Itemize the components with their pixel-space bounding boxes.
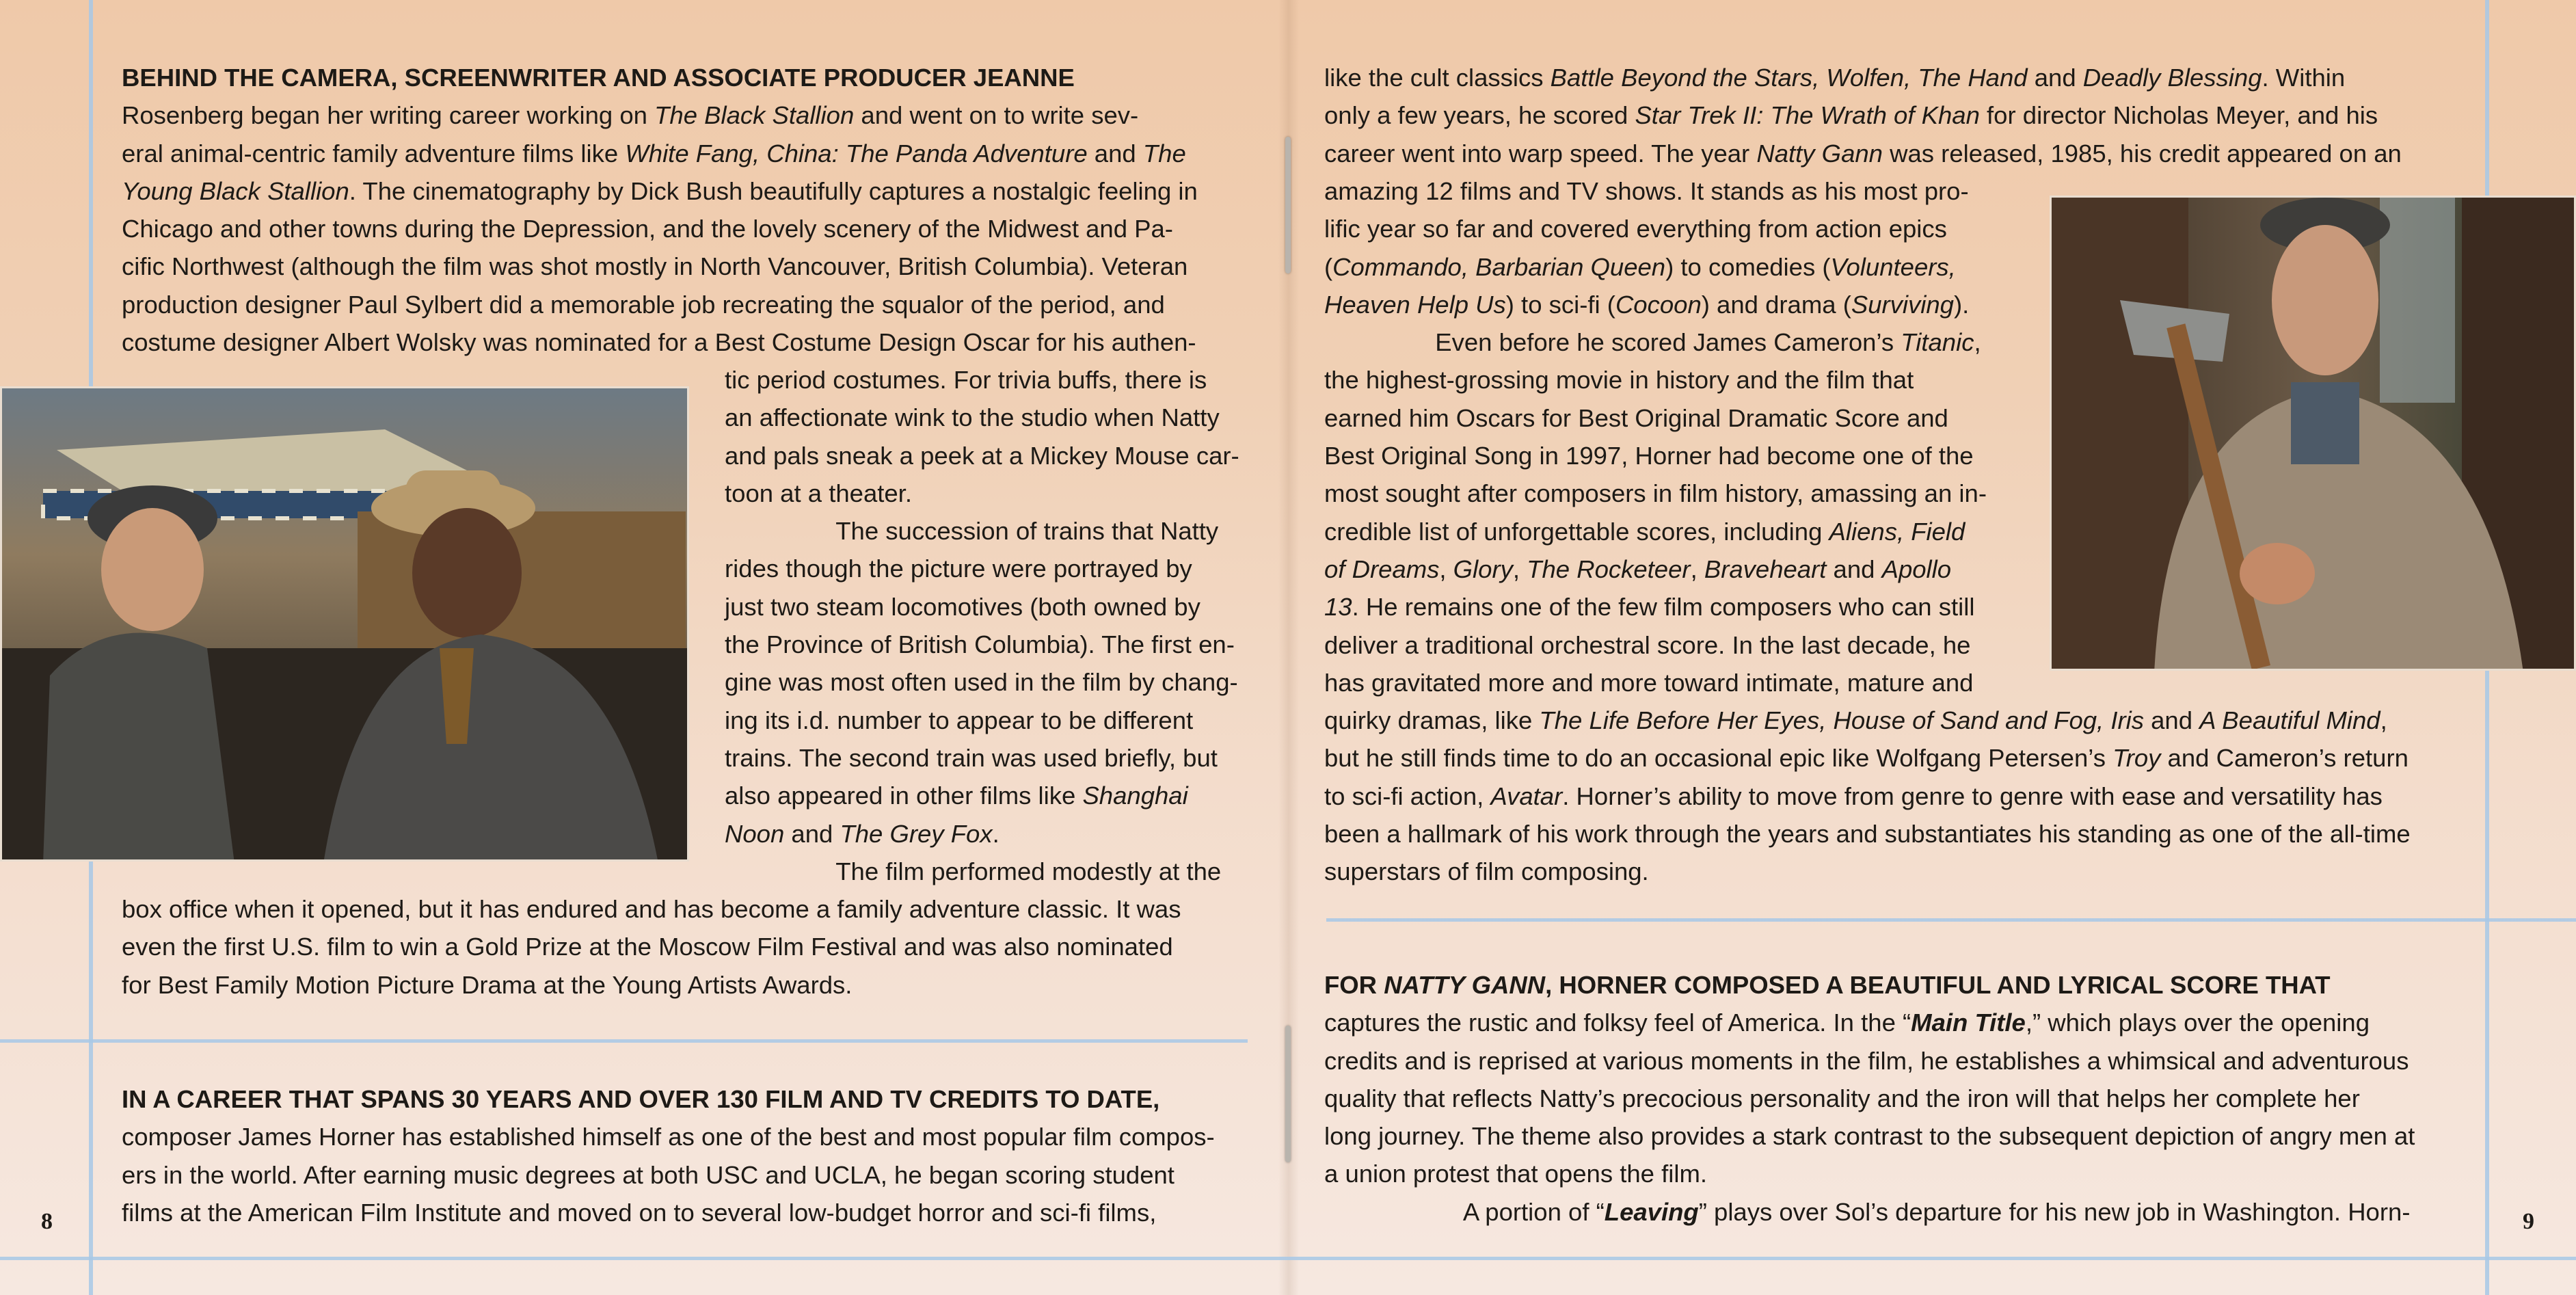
text-line: captures the rustic and folksy feel of America. In the “Main Title,” which plays over the opening [1324,1009,2370,1037]
left-section-1-heading: BEHIND THE CAMERA, SCREENWRITER AND ASSOCIATE PRODUCER JEANNE [122,64,1075,92]
right-section-2-body [1324,1004,2462,1231]
right-section-2-heading: FOR NATTY GANN, HORNER COMPOSED A BEAUTIFUL AND LYRICAL SCORE THAT [1324,971,2331,999]
text-line: 13. He remains one of the few film composers who can still [1324,593,1975,622]
text-line: also appeared in other films like Shanghai [725,782,1188,810]
text-line: A portion of “Leaving” plays over Sol’s departure for his new job in Washington. Horn- [1324,1197,2411,1226]
text-line: a union protest that opens the film. [1324,1160,1708,1188]
text-line: quirky dramas, like The Life Before Her Eyes, House of Sand and Fog, Iris and A Beautiful Mind, [1324,706,2387,734]
text-line: Noon and The Grey Fox. [725,819,999,848]
grid-line-left-mid [0,1039,1248,1043]
text-line: and pals sneak a peek at a Mickey Mouse car- [725,441,1239,470]
page-number-left: 8 [41,1209,53,1234]
left-section-1-body [122,96,1259,361]
text-line: quality that reflects Natty’s precocious personality and the iron will that helps her complete her [1324,1084,2360,1112]
text-line: trains. The second train was used briefly, but [725,743,1218,772]
grid-line-bottom [0,1257,2576,1260]
text-line: amazing 12 films and TV shows. It stands as his most pro- [1324,177,1969,205]
text-line: box office when it opened, but it has endured and has become a family adventure classic. It was [122,895,1181,923]
text-line: Young Black Stallion. The cinematography by Dick Bush beautifully captures a nostalgic feeling in [122,176,1198,205]
right-section-2 [1324,966,2462,1231]
left-narrow-column [725,361,1259,890]
text-line: long journey. The theme also provides a stark contrast to the subsequent depiction of angry men at [1324,1122,2415,1151]
text-line: career went into warp speed. The year Natty Gann was released, 1985, his credit appeared on an [1324,139,2402,168]
text-line: deliver a traditional orchestral score. In the last decade, he [1324,630,1971,659]
left-section-2-body [122,1118,1259,1231]
text-line: rides though the picture were portrayed by [725,555,1192,583]
text-line: for Best Family Motion Picture Drama at the Young Artists Awards. [122,970,853,999]
text-line: credible list of unforgettable scores, including Aliens, Field [1324,517,1965,546]
text-line: superstars of film composing. [1324,857,1649,886]
text-line: Even before he scored James Cameron’s Titanic, [1324,328,1981,357]
photo-natty-and-old-man [0,386,689,862]
left-section-1-tail [122,890,1259,1004]
left-section-2 [122,1080,1259,1231]
text-line: costume designer Albert Wolsky was nominated for a Best Costume Design Oscar for his authen- [122,328,1196,357]
text-line: toon at a theater. [725,479,912,507]
text-line: production designer Paul Sylbert did a memorable job recreating the squalor of the period, and [122,290,1165,319]
text-line: eral animal-centric family adventure films like White Fang, China: The Panda Adventure and The [122,139,1186,168]
photo-man-with-axe [2050,196,2576,671]
text-line: only a few years, he scored Star Trek II: The Wrath of Khan for director Nicholas Meyer, and his [1324,101,2378,130]
text-line: the highest-grossing movie in history and the film that [1324,366,1914,395]
staple-top [1285,137,1291,273]
text-line: Best Original Song in 1997, Horner had become one of the [1324,442,1974,470]
right-narrow-column [1324,172,2039,702]
text-line: of Dreams, Glory, The Rocketeer, Braveheart and Apollo [1324,555,1952,583]
text-line: Rosenberg began her writing career working on The Black Stallion and went on to write sev- [122,101,1139,130]
left-section-1 [122,59,1259,361]
text-line: has gravitated more and more toward intimate, mature and [1324,668,1974,697]
text-line: The film performed modestly at the [725,857,1222,885]
text-line: just two steam locomotives (both owned by [725,592,1200,621]
text-line: Chicago and other towns during the Depression, and the lovely scenery of the Midwest and Pa- [122,215,1173,243]
text-line: been a hallmark of his work through the years and substantiates his standing as one of the all-time [1324,819,2411,848]
text-line: even the first U.S. film to win a Gold Prize at the Moscow Film Festival and was also nominated [122,933,1173,961]
text-line: the Province of British Columbia). The first en- [725,630,1235,659]
page-number-right: 9 [2523,1209,2534,1234]
grid-line-right-mid [1326,918,2576,922]
text-line: The succession of trains that Natty [725,517,1219,546]
staple-bottom [1285,1026,1291,1162]
text-line: like the cult classics Battle Beyond the Stars, Wolfen, The Hand and Deadly Blessing. Within [1324,64,2346,92]
text-line: tic period costumes. For trivia buffs, there is [725,366,1207,394]
text-line: an affectionate wink to the studio when Natty [725,403,1220,432]
text-line: earned him Oscars for Best Original Dramatic Score and [1324,403,1948,432]
text-line: to sci-fi action, Avatar. Horner’s ability to move from genre to genre with ease and versatility has [1324,782,2383,810]
text-line: gine was most often used in the film by chang- [725,668,1238,697]
text-line: ers in the world. After earning music degrees at both USC and UCLA, he began scoring student [122,1160,1175,1189]
text-line: most sought after composers in film history, amassing an in- [1324,479,1987,508]
text-line: (Commando, Barbarian Queen) to comedies (Volunteers, [1324,252,1956,281]
text-line: credits and is reprised at various moments in the film, he establishes a whimsical and adventurous [1324,1046,2409,1075]
text-line: ing its i.d. number to appear to be different [725,706,1194,734]
text-line: cific Northwest (although the film was shot mostly in North Vancouver, British Columbia). Veteran [122,252,1188,281]
text-line: films at the American Film Institute and moved on to several low-budget horror and sci-fi films, [122,1198,1157,1227]
text-line: Heaven Help Us) to sci-fi (Cocoon) and drama (Surviving). [1324,290,1970,319]
right-section-1-tail [1324,702,2462,890]
left-section-2-heading: IN A CAREER THAT SPANS 30 YEARS AND OVER 130 FILM AND TV CREDITS TO DATE, [122,1085,1160,1113]
right-section-1-top [1324,59,2462,172]
text-line: but he still finds time to do an occasional epic like Wolfgang Petersen’s Troy and Cameron’s return [1324,744,2409,773]
text-line: composer James Horner has established himself as one of the best and most popular film compos- [122,1123,1215,1151]
text-line: lific year so far and covered everything from action epics [1324,215,1947,243]
